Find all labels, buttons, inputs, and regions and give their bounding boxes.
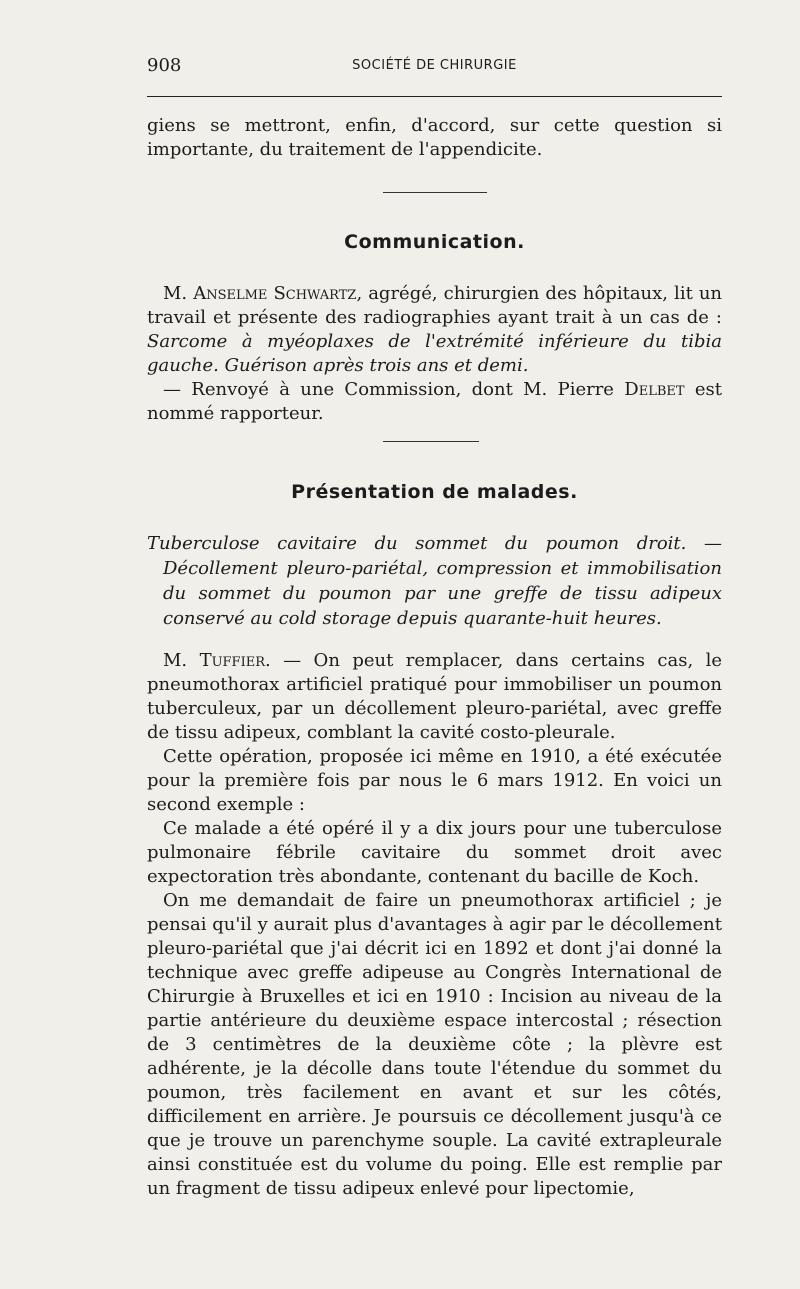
body-paragraph: Ce malade a été opéré il y a dix jours pour une tuberculose pulmonaire fébrile cavitaire du sommet droit avec expectoration très abondante, contenant du bacille de Koch. <box>147 818 722 887</box>
communication-paragraph <box>147 282 722 378</box>
communication-title: Sarcome à myéoplaxes de l'extrémité inférieure du tibia gauche. Guérison après trois ans et demi. <box>147 331 722 376</box>
communication-body <box>147 282 722 426</box>
referral-end: est nommé rapporteur. <box>147 379 722 424</box>
page-number: 908 <box>147 55 182 76</box>
running-title: SOCIÉTÉ DE CHIRURGIE <box>352 58 517 73</box>
presentation-body <box>147 649 722 1201</box>
body-paragraph: Cette opération, proposée ici même en 1910, a été exécutée pour la première fois par nous le 6 mars 1912. En voici un second exemple : <box>147 746 722 815</box>
referral-paragraph <box>147 378 722 426</box>
paragraph-text: . — On peut remplacer, dans certains cas, le pneumothorax artificiel pratiqué pour immobiliser un poumon tuberculeux, par un décollement pleuro-pariétal, avec greffe de tissu adipeux, comblant la cavité costo-pleurale. <box>147 650 723 743</box>
intro-text: giens se mettront, enfin, d'accord, sur cette question si importante, du traitement de l'appendicite. <box>147 115 722 160</box>
speaker-name: Tuffier <box>199 650 265 671</box>
author-text: , agrégé, chirurgien des hôpitaux, lit un travail et présente des radiographies ayant trait à un cas de : <box>147 283 723 328</box>
rapporteur-name: Delbet <box>624 379 685 400</box>
section-divider <box>383 192 487 193</box>
running-header <box>147 55 722 81</box>
section-divider <box>383 441 479 442</box>
case-title: Tuberculose cavitaire du sommet du poumon droit. — Décollement pleuro-pariétal, compression et immobilisation du sommet du poumon par une greffe de tissu adipeux conservé au cold storage depuis quarante-huit heures. <box>147 533 722 629</box>
header-rule <box>147 96 722 97</box>
communication-heading: Communication. <box>344 231 525 253</box>
referral-text: — Renvoyé à une Commission, dont M. Pierre <box>163 379 625 400</box>
author-prefix: M. <box>163 283 194 304</box>
body-paragraph <box>147 649 722 745</box>
author-name: Anselme Schwartz <box>193 283 357 304</box>
intro-paragraph <box>147 114 722 162</box>
body-paragraph: On me demandait de faire un pneumothorax artificiel ; je pensai qu'il y aurait plus d'avantages à agir par le décollement pleuro-pariétal que j'ai décrit ici en 1892 et dont j'ai donné la technique avec greffe adipeuse au Congrès International de Chirurgie à Bruxelles et ici en 1910 : Incision au niveau de la partie antérieure du deuxième espace intercostal ; résection de 3 centimètres de la deuxième côte ; la plèvre est adhérente, je la décolle dans toute l'étendue du sommet du poumon, très facilement en avant et sur les côtés, difficilement en arrière. Je poursuis ce décollement jusqu'à ce que je trouve un parenchyme souple. La cavité extrapleurale ainsi constituée est du volume du poing. Elle est remplie par un fragment de tissu adipeux enlevé pour lipectomie, <box>147 890 722 1199</box>
speaker-prefix: M. <box>163 650 200 671</box>
presentation-heading: Présentation de malades. <box>291 481 578 503</box>
case-title-block <box>147 531 722 631</box>
